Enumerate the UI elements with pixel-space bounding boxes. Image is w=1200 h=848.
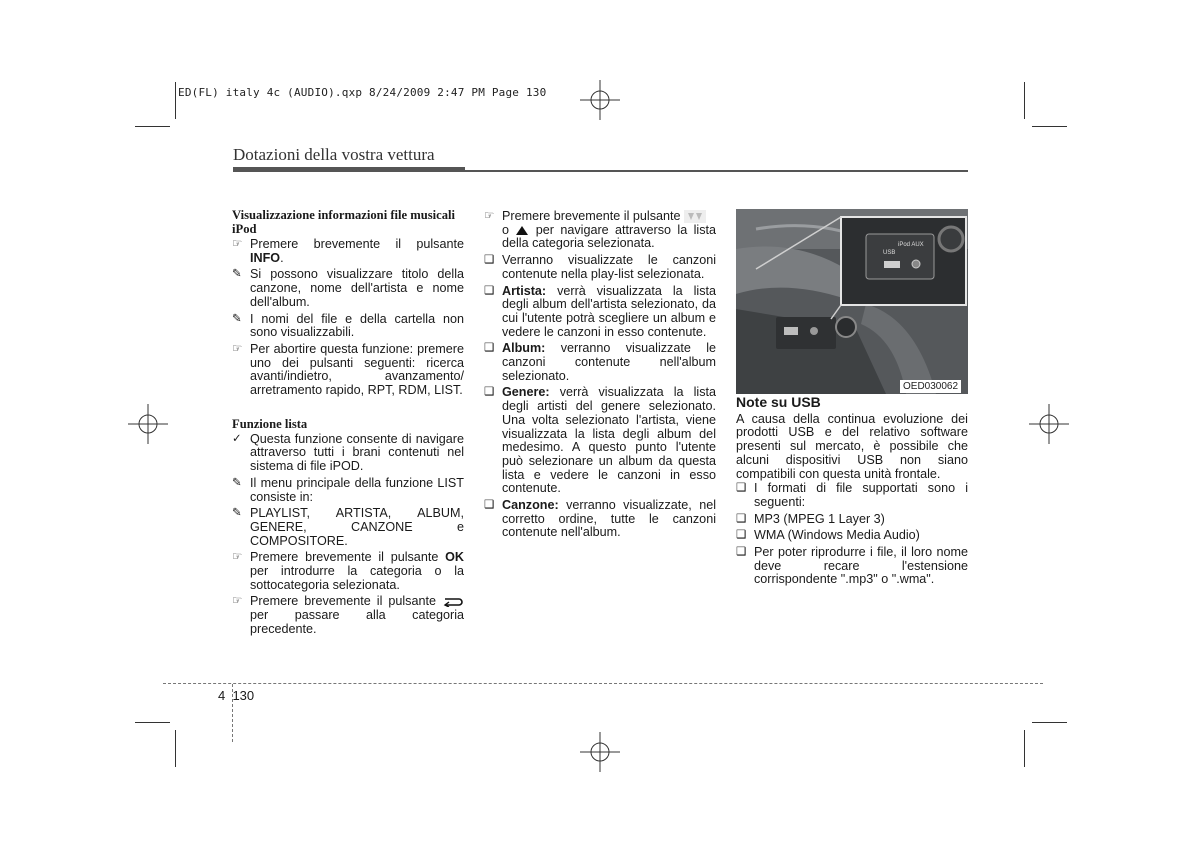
seek-down-icon (684, 210, 706, 223)
header-rule-thick (233, 167, 465, 172)
crop-mark (1024, 82, 1025, 119)
checkbox-bullet-icon: ❑ (484, 499, 495, 512)
checkbox-bullet-icon: ❑ (484, 342, 495, 355)
registration-mark-icon (1029, 404, 1069, 444)
list-item: ☞ Premere brevemente il pulsante INFO. (232, 237, 464, 265)
note-pencil-icon: ✎ (232, 312, 242, 325)
crop-mark (175, 730, 176, 767)
list-item: ❑ Canzone: verranno visualizzate, nel corretto ordine, tutte le canzoni contenute nell'album. (484, 498, 716, 540)
list-item: ❑ Genere: verrà visualizzata la lista degli artisti del genere selezionato. Una volta selezionato l'artista, viene visualizzata la lista degli album del medesimo. A questo punto l'utente può selezionare un album da questa lista e vedere le canzoni in esso contenute. (484, 385, 716, 496)
heading-funzione-lista: Funzione lista (232, 416, 308, 431)
checkbox-bullet-icon: ❑ (736, 482, 747, 495)
crop-mark (1032, 722, 1067, 723)
column-middle (484, 210, 716, 543)
finger-pointer-icon: ☞ (232, 342, 243, 355)
finger-pointer-icon: ☞ (232, 238, 243, 250)
checkbox-bullet-icon: ❑ (736, 529, 747, 542)
finger-pointer-icon: ☞ (232, 551, 243, 564)
crop-mark (135, 722, 170, 723)
list-item: ✎ Si possono visualizzare titolo della canzone, nome dell'artista e nome dell'album. (232, 267, 464, 309)
list-item: ✓ Questa funzione consente di navigare attraverso tutti i brani contenuti nel sistema di file iPOD. (232, 431, 464, 474)
heading-note-usb: Note su USB (736, 394, 821, 410)
usb-port-label: USB (883, 250, 896, 256)
crop-mark (135, 126, 170, 127)
footer-rule (163, 683, 1043, 684)
list-item: ✎ Il menu principale della funzione LIST consiste in: (232, 475, 464, 504)
list-item: ✎ PLAYLIST, ARTISTA, ALBUM, GENERE, CANZONE e COMPOSITORE. (232, 506, 464, 548)
triangle-up-icon (515, 225, 529, 236)
list-item: ❑ Per poter riprodurre i file, il loro nome deve recare l'estensione corrispondente ".mp3" o ".wma". (736, 545, 968, 587)
list-item: ☞ Premere brevemente il pulsante o per navigare attraverso la lista della categoria selezionata. (484, 209, 716, 251)
section-title: Dotazioni della vostra vettura (233, 145, 435, 164)
aux-port-label: iPod AUX (898, 242, 924, 248)
checkbox-bullet-icon: ❑ (736, 546, 747, 559)
checkbox-bullet-icon: ❑ (736, 512, 747, 525)
checkbox-bullet-icon: ❑ (484, 386, 495, 399)
list-item: ❑ Verranno visualizzate le canzoni contenute nella play-list selezionata. (484, 253, 716, 281)
checkmark-icon: ✓ (232, 432, 242, 445)
crop-mark (1032, 126, 1067, 127)
registration-mark-icon (580, 732, 620, 772)
list-item: ❑ Artista: verrà visualizzata la lista degli album dell'artista selezionato, da cui l'utente potrà scegliere un album e vedere le canzoni in esso contenute. (484, 283, 716, 339)
return-arrow-icon (442, 597, 464, 607)
finger-pointer-icon: ☞ (484, 210, 495, 222)
header-rule (465, 170, 968, 172)
note-pencil-icon: ✎ (232, 268, 242, 281)
list-item: ❑ MP3 (MPEG 1 Layer 3) (736, 511, 885, 526)
list-item: ❑ WMA (Windows Media Audio) (736, 528, 920, 543)
list-item: ✎ I nomi del file e della cartella non sono visualizzabili. (232, 311, 464, 340)
registration-mark-icon (580, 80, 620, 120)
button-name-info: INFO (250, 250, 281, 265)
list-item: ❑ I formati di file supportati sono i seguenti: (736, 481, 968, 509)
list-item: ☞ Premere brevemente il pulsante per passare alla categoria precedente. (232, 594, 464, 636)
usb-aux-console-illustration (736, 209, 968, 394)
usb-intro-paragraph: A causa della continua evoluzione dei prodotti USB e del relativo software presenti sul mercato, è possibile che alcuni dispositivi USB non siano compatibili con questa unità frontale. (736, 411, 968, 481)
registration-mark-icon (128, 404, 168, 444)
list-item: ☞ Premere brevemente il pulsante OK per introdurre la categoria o la sottocategoria selezionata. (232, 550, 464, 592)
checkbox-bullet-icon: ❑ (484, 284, 495, 297)
crop-mark (175, 82, 176, 119)
page-number: 4 130 (218, 688, 255, 703)
crop-mark (1024, 730, 1025, 767)
printer-slug: ED(FL) italy 4c (AUDIO).qxp 8/24/2009 2:47 PM Page 130 (178, 86, 547, 99)
finger-pointer-icon: ☞ (232, 595, 243, 608)
button-name-ok: OK (445, 550, 464, 565)
column-right (736, 396, 968, 590)
checkbox-bullet-icon: ❑ (484, 254, 495, 267)
note-pencil-icon: ✎ (232, 476, 242, 489)
console-photo (736, 209, 968, 394)
note-pencil-icon: ✎ (232, 507, 242, 520)
column-left (232, 208, 464, 640)
list-item: ❑ Album: verranno visualizzate le canzoni contenute nell'album selezionato. (484, 341, 716, 383)
photo-caption: OED030062 (900, 380, 961, 393)
list-item: ☞ Per abortire questa funzione: premere uno dei pulsanti seguenti: ricerca avanti/indietro, avanzamento/ arretramento rapido, RPT, RDM, LIST. (232, 341, 464, 398)
heading-ipod-info: Visualizzazione informazioni file musicali iPod (232, 208, 456, 236)
